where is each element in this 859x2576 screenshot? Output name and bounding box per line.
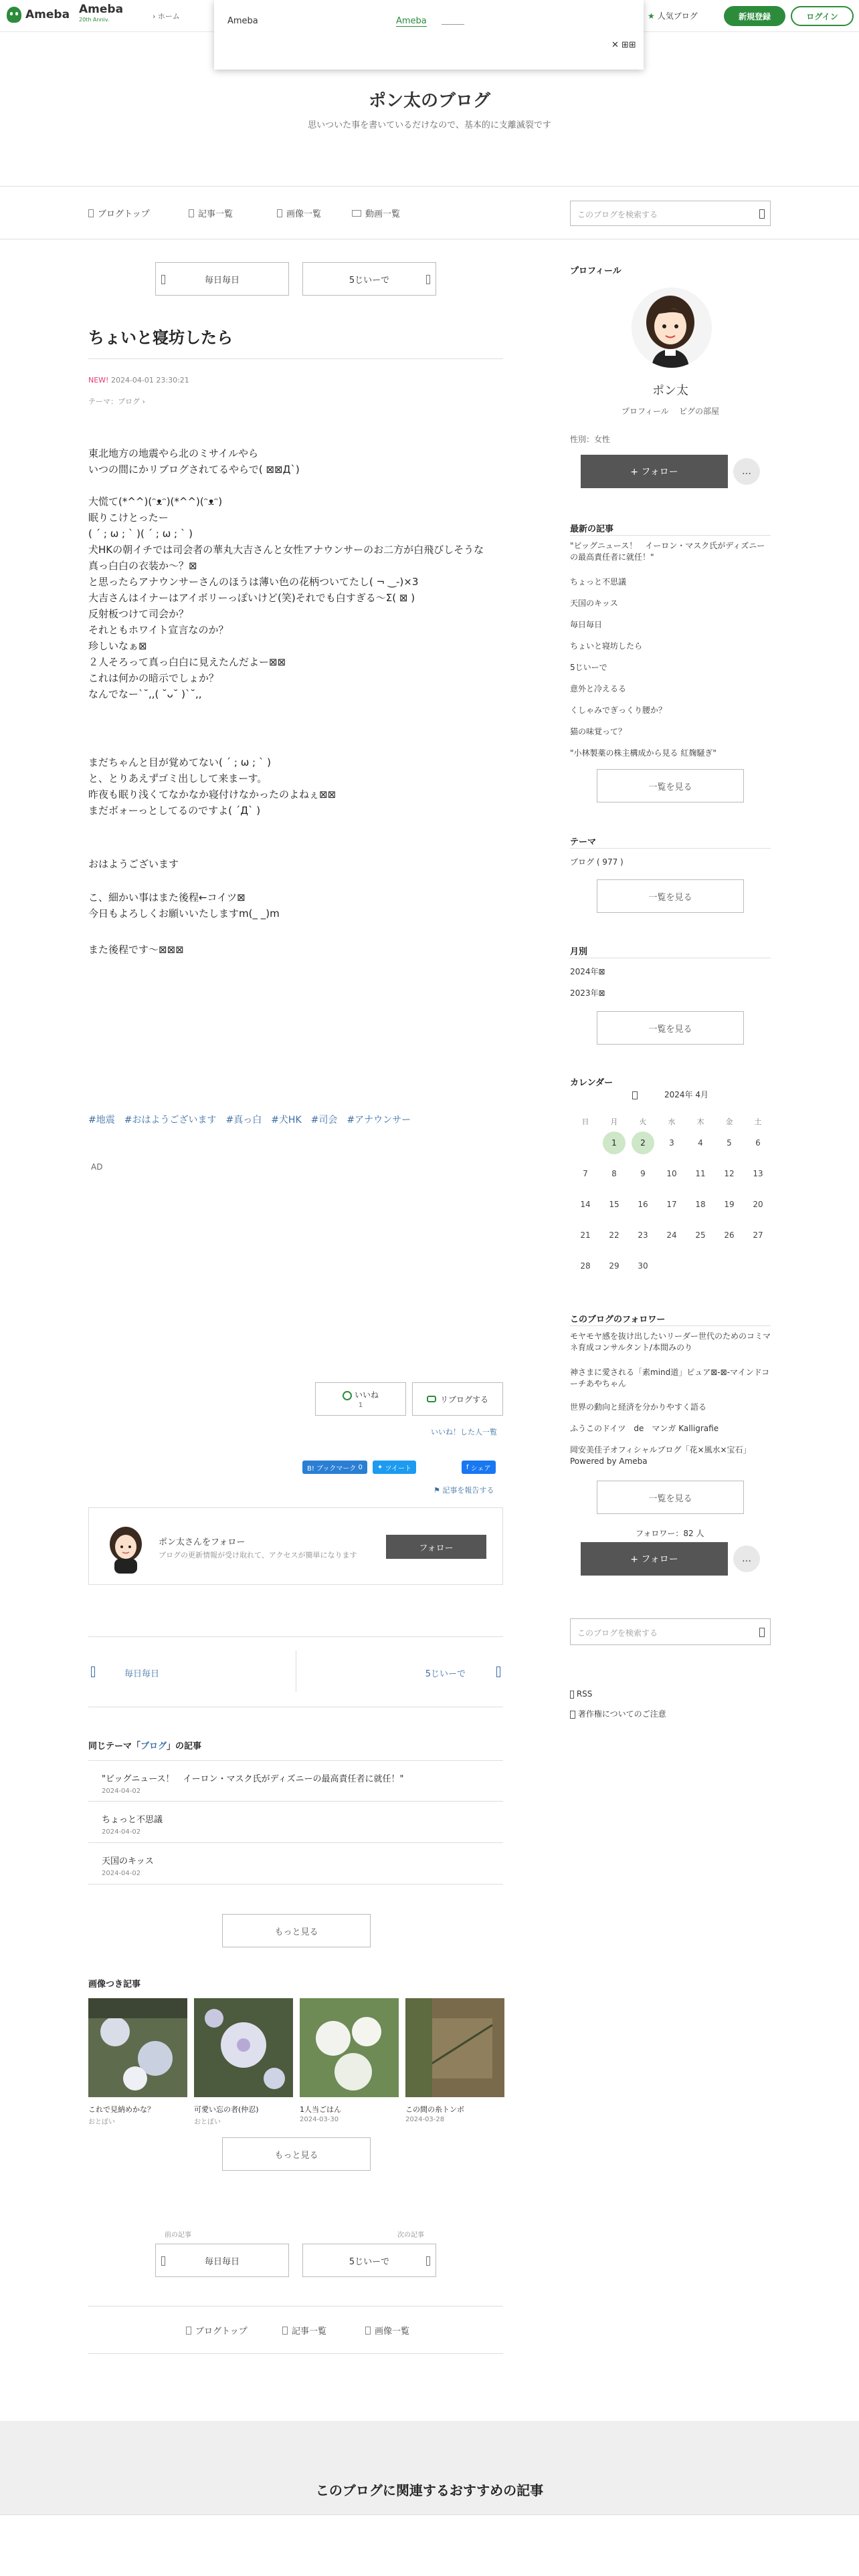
article-theme[interactable] [88, 396, 145, 407]
calendar-day: 20 [753, 1200, 763, 1209]
popup-underline [442, 24, 464, 25]
article-paragraph: こ、細かい事はまた後程←コイツ⊠ 今日もよろしくお願いいたしますm(_ _)m [88, 891, 280, 920]
list-icon [282, 2327, 288, 2335]
footer-nav-label: 画像一覧 [375, 2327, 410, 2337]
ameba-logo[interactable] [7, 7, 70, 23]
recommend-title: このブログに関連するおすすめの記事 [315, 2482, 544, 2498]
reblog-button[interactable] [412, 1382, 503, 1416]
reblog-icon [427, 1396, 436, 1402]
nav-label: ブログトップ [98, 209, 150, 219]
chevron-right-icon: › [142, 397, 145, 406]
article-paragraph: 東北地方の地震やら北のミサイルやら いつの間にかリブログされてるやらで( ⊠⊠Д`) [88, 447, 300, 475]
reblog-label: リブログする [440, 1394, 488, 1404]
nav-article-list[interactable] [189, 207, 233, 219]
recent-see-all-button[interactable]: 一覧を見る [597, 769, 744, 802]
pigg-room-link[interactable]: ピグの部屋 [679, 407, 720, 416]
image-article-author: 2024-03-28 [405, 2116, 445, 2123]
hashtag[interactable]: #犬HK [271, 1115, 302, 1125]
popup-brand: Ameba [227, 16, 258, 26]
calendar-weekday: 日 [581, 1117, 589, 1126]
calendar-day: 22 [609, 1230, 619, 1240]
calendar-day: 9 [640, 1169, 646, 1178]
breadcrumb-home[interactable]: ホーム [157, 12, 180, 21]
next-article-link[interactable]: 5じいーで [425, 1669, 466, 1679]
blog-search-input[interactable] [570, 201, 771, 226]
same-theme-more-button[interactable]: もっと見る [222, 1914, 371, 1947]
monthly-see-all-button[interactable]: 一覧を見る [597, 1011, 744, 1045]
login-button[interactable]: ログイン [791, 6, 854, 26]
prev-article-label: 毎日毎日 [204, 275, 240, 286]
popup-close-button[interactable]: ✕ ⊞⊞ [611, 40, 636, 50]
recent-article-link[interactable]: ちょっと不思議 [570, 577, 627, 586]
image-article-card[interactable] [300, 1998, 399, 2123]
image-article-title: 1人当ごはん [300, 2105, 341, 2114]
image-articles-more-button[interactable]: もっと見る [222, 2137, 371, 2171]
bird-icon: ✦ [377, 1463, 383, 1471]
next-article-caption: 次の記事 [397, 2232, 424, 2239]
sidebar-follow-button[interactable]: + フォロー [581, 455, 728, 488]
title-divider [88, 358, 503, 359]
popular-blog-link[interactable] [648, 10, 698, 21]
list-icon [189, 209, 194, 217]
image-article-title: この間の糸トンボ [405, 2105, 464, 2114]
ameba-20th-logo-sub: 20th Anniv. [79, 17, 110, 23]
follower-count: フォロワー：82 人 [636, 1529, 704, 1538]
theme-see-all-button[interactable]: 一覧を見る [597, 879, 744, 913]
recommend-band [0, 2514, 859, 2576]
article-pager [88, 1636, 503, 1707]
tweet-label: ツイート [385, 1465, 411, 1473]
chevron-left-icon[interactable] [632, 1091, 638, 1099]
ad-label: AD [91, 1162, 103, 1172]
same-theme-date: 2024-04-02 [102, 1870, 141, 1877]
recent-article-link[interactable]: 猫の味覚って？ [570, 727, 627, 736]
chevron-left-icon [161, 2256, 165, 2266]
report-label: 記事を報告する [442, 1486, 494, 1495]
more-options-button-2[interactable]: … [733, 1545, 760, 1572]
report-article-link[interactable] [434, 1485, 494, 1495]
recommend-section [0, 2421, 859, 2576]
image-article-author: 2024-03-30 [300, 2116, 339, 2123]
home-icon [186, 2327, 191, 2335]
footer-nav-image-list[interactable] [365, 2324, 409, 2337]
calendar-day: 23 [638, 1230, 648, 1240]
theme-tag[interactable]: ブログ [140, 1741, 167, 1751]
calendar-day: 25 [695, 1230, 706, 1240]
new-badge: NEW! [88, 376, 109, 385]
next-article-label: 5じいーで [349, 2256, 390, 2267]
article-paragraph: また後程です〜⊠⊠⊠ [88, 944, 184, 956]
search-placeholder: このブログを検索する [577, 1628, 658, 1638]
same-theme-item[interactable] [88, 1760, 503, 1802]
hashtag-list [88, 1113, 411, 1126]
calendar-day: 26 [724, 1230, 735, 1240]
recent-article-link[interactable]: "小林製薬の株主構成から見る 紅麹騒ぎ" [570, 748, 717, 758]
calendar-day: 12 [724, 1169, 735, 1178]
article-paragraph: 大慌て(*^^)(ᵔᴥᵔ)(*^^)(ᵔᴥᵔ) 眠りこけとったー ( ´ ; ω ; ` )( ´ ; ω ; ` ) 犬HKの朝イチでは司会者の華丸大吉さんと女性アナウンサーのお二方が白飛びしそうな 真っ白白の衣装か～？⊠ と思ったらアナウンサーさんのほうは薄い色の花柄ついてたし( ¬ ‿-)×3 大吉さんはイナーはアイボリーっぽいけど(笑)それでも白すぎる～Σ( ⊠ ) 反射板つけて司会か？ それともホワイト宣言なのか？ 珍しいなぁ⊠ ２人そろって真っ白白に見えたんだよー⊠⊠ これは何かの暗示でしょか？ なんでなー`˘,,( ˘ᴗ˘ )`˘,, [88, 496, 484, 700]
same-theme-item[interactable] [88, 1843, 503, 1885]
same-theme-heading [88, 1739, 201, 1751]
profile-name[interactable]: ポン太 [652, 384, 688, 398]
breadcrumb [153, 11, 180, 21]
calendar-day: 16 [638, 1200, 648, 1209]
calendar-weekday: 金 [725, 1117, 733, 1126]
next-article-button[interactable] [302, 262, 436, 296]
blog-title[interactable]: ポン太のブログ [368, 91, 490, 111]
calendar-day: 15 [609, 1200, 619, 1209]
month-link[interactable]: 2023年⊠ [570, 988, 605, 998]
calendar-day: 7 [583, 1169, 588, 1178]
calendar-weekday: 火 [639, 1117, 647, 1126]
image-article-title: 可愛い忘の者(仲忍) [194, 2105, 259, 2114]
same-theme-title: ちょっと不思議 [102, 1815, 163, 1825]
sidebar-search-input[interactable] [570, 1618, 771, 1645]
copyright-label: 著作権についてのご注意 [577, 1709, 666, 1719]
footer-nav-blog-top[interactable] [186, 2324, 248, 2337]
follower-link[interactable]: 世界の動向と経済を分かりやすく語る [570, 1402, 707, 1412]
calendar-day: 13 [753, 1169, 763, 1178]
image-article-card[interactable] [88, 1998, 187, 2126]
recent-article-link[interactable]: ちょいと寝坊したら [570, 641, 643, 651]
calendar-day: 18 [695, 1200, 706, 1209]
followers-heading: このブログのフォロワー [570, 1315, 666, 1325]
ameba-20th-logo-text: Ameba [79, 3, 124, 16]
image-articles-heading: 画像つき記事 [88, 1979, 141, 1990]
hashtag[interactable]: #司会 [310, 1115, 338, 1125]
blog-nav [0, 186, 859, 239]
calendar-day[interactable]: 1 [603, 1132, 626, 1154]
calendar-day: 3 [669, 1138, 674, 1148]
like-count: 1 [358, 1402, 363, 1409]
calendar-day: 8 [611, 1169, 617, 1178]
theme-heading: テーマ [570, 837, 597, 847]
hashtag[interactable]: #地震 [88, 1115, 115, 1125]
recent-article-link[interactable]: 毎日毎日 [570, 620, 603, 629]
sidebar-follow-button-2[interactable]: + フォロー [581, 1542, 728, 1576]
image-article-thumbnail [405, 1998, 504, 2097]
fb-label: シェア [470, 1465, 491, 1473]
calendar-day: 10 [666, 1169, 677, 1178]
star-icon: ★ [648, 11, 655, 21]
bookmark-label: B! ブックマーク [307, 1465, 357, 1473]
image-article-thumbnail [88, 1998, 187, 2097]
prev-article-link[interactable]: 毎日毎日 [124, 1669, 160, 1679]
popular-blog-label: 人気ブログ [657, 11, 698, 21]
tweet-button[interactable] [373, 1461, 416, 1474]
follower-link[interactable]: ふうこのドイツ de マンガ Kalligrafie [570, 1424, 719, 1433]
image-article-author: おとぼい [88, 2119, 115, 2126]
monthly-heading: 月別 [570, 947, 588, 957]
search-placeholder: このブログを検索する [577, 210, 658, 219]
image-article-card[interactable] [405, 1998, 504, 2123]
follower-link[interactable]: モヤモヤ感を抜け出したいリーダー世代のためのコミマネ育成コンサルタント/本間みのり [570, 1331, 771, 1352]
hashtag[interactable]: #アナウンサー [347, 1115, 411, 1125]
video-icon [352, 210, 361, 217]
check-icon [343, 1391, 352, 1400]
hashtag[interactable]: #真っ白 [225, 1115, 262, 1125]
calendar-day: 14 [580, 1200, 591, 1209]
section-divider [570, 535, 771, 536]
ameba-20th-logo[interactable] [79, 4, 123, 25]
recent-article-link[interactable]: 意外と冷えるる [570, 684, 627, 693]
calendar-day: 5 [727, 1138, 732, 1148]
calendar-title [570, 1089, 771, 1100]
nav-image-list[interactable] [277, 207, 321, 219]
ameba-mascot-icon [7, 7, 21, 23]
section-divider [570, 1325, 771, 1326]
recent-article-link[interactable]: "ビッグニュース！ イーロン・マスク氏がディズニーの最高責任者に就任！" [570, 541, 765, 562]
calendar-weekday: 水 [668, 1117, 676, 1126]
article-title[interactable]: ちょいと寝坊したら [88, 328, 233, 347]
month-link[interactable]: 2024年⊠ [570, 967, 605, 976]
article-meta [88, 376, 189, 385]
follow-card [88, 1507, 503, 1585]
footer-nav-article-list[interactable] [282, 2324, 326, 2337]
footer-blog-nav [88, 2306, 503, 2354]
prev-article-button[interactable] [155, 262, 289, 296]
like-users-link[interactable]: いいね！した人一覧 [431, 1428, 497, 1436]
profile-heading: プロフィール [570, 266, 622, 276]
footer-nav-label: ブログトップ [195, 2327, 248, 2337]
follow-card-title: ポン太さんをフォロー [159, 1537, 246, 1547]
chevron-left-icon [161, 275, 165, 284]
follower-link[interactable]: 岡安美佳子オフィシャルブログ「花×風水×宝石」Powered by Ameba [570, 1445, 751, 1466]
calendar-month: 2024年 4月 [664, 1090, 708, 1099]
home-icon [88, 209, 94, 217]
facebook-icon: f [466, 1463, 469, 1471]
calendar-day: 19 [724, 1200, 735, 1209]
blog-description: 思いついた事を書いているだけなので、基本的に支離滅裂です [308, 120, 551, 130]
same-theme-item[interactable] [88, 1802, 503, 1843]
recent-article-link[interactable]: くしゃみでぎっくり腰か？ [570, 706, 667, 715]
profile-links [570, 405, 771, 417]
footer-prev-article-button[interactable] [155, 2244, 289, 2277]
rss-label: RSS [576, 1689, 593, 1699]
image-article-thumbnail [194, 1998, 293, 2097]
copyright-notice-link[interactable] [570, 1708, 666, 1719]
facebook-share-button[interactable] [462, 1461, 496, 1474]
heading-prefix: 同じテーマ「 [88, 1741, 141, 1751]
nav-video-list[interactable] [352, 207, 400, 219]
image-icon [365, 2327, 371, 2335]
next-article-label: 5じいーで [349, 275, 390, 286]
calendar-day: 30 [638, 1261, 648, 1271]
calendar-day: 6 [755, 1138, 761, 1148]
calendar-heading: カレンダー [570, 1078, 613, 1088]
footer-next-article-button[interactable] [302, 2244, 436, 2277]
hashtag[interactable]: #おはようございます [124, 1115, 217, 1125]
search-icon[interactable] [759, 1628, 765, 1637]
profile-sex: 性別：女性 [570, 435, 611, 444]
recent-heading: 最新の記事 [570, 524, 614, 534]
popup-link[interactable]: Ameba [396, 16, 427, 26]
calendar-day: 21 [580, 1230, 591, 1240]
bookmark-count: 0 [358, 1463, 363, 1471]
chevron-right-icon [426, 2256, 430, 2266]
nav-label: 動画一覧 [365, 209, 401, 219]
calendar-day: 4 [698, 1138, 703, 1148]
article-theme-label: テーマ：ブログ [88, 397, 140, 406]
calendar-day[interactable]: 2 [632, 1132, 654, 1154]
breadcrumb-sep: › [153, 12, 156, 21]
article-paragraph: おはようございます [88, 858, 179, 870]
recent-article-link[interactable]: 5じいーで [570, 663, 607, 672]
recent-article-link[interactable]: 天国のキッス [570, 599, 618, 608]
nav-blog-top[interactable] [88, 207, 150, 219]
same-theme-title: "ビッグニュース！ イーロン・マスク氏がディズニーの最高責任者に就任！" [102, 1774, 404, 1784]
chevron-right-icon[interactable] [496, 1667, 500, 1677]
info-icon [570, 1711, 575, 1719]
calendar-day: 29 [609, 1261, 619, 1271]
search-icon[interactable] [759, 209, 765, 219]
rss-link[interactable] [570, 1689, 592, 1699]
prev-article-label: 毎日毎日 [204, 2256, 240, 2267]
calendar-day: 28 [580, 1261, 591, 1271]
register-button[interactable]: 新規登録 [724, 6, 785, 26]
footer-nav-label: 記事一覧 [292, 2327, 327, 2337]
flag-icon: ⚑ [434, 1486, 440, 1495]
nav-label: 記事一覧 [198, 209, 233, 219]
share-buttons [302, 1461, 496, 1474]
calendar-day: 27 [753, 1230, 763, 1240]
profile-link[interactable]: プロフィール [621, 407, 669, 416]
image-article-thumbnail [300, 1998, 399, 2097]
chevron-left-icon[interactable] [91, 1667, 95, 1677]
prev-article-caption: 前の記事 [165, 2232, 191, 2239]
theme-link[interactable]: ブログ ( 977 ) [570, 857, 624, 867]
image-icon [277, 209, 282, 217]
calendar-day: 24 [666, 1230, 677, 1240]
follower-link[interactable]: 神さまに愛される「素mind道」ピュア⊠-⊠-マインドコーチあやちゃん [570, 1368, 770, 1388]
calendar-weekday: 木 [696, 1117, 704, 1126]
avatar [632, 288, 712, 368]
calendar-weekday: 土 [754, 1117, 762, 1126]
same-theme-date: 2024-04-02 [102, 1788, 141, 1795]
chevron-right-icon [426, 275, 430, 284]
heading-suffix: 」の記事 [167, 1741, 202, 1751]
image-article-title: これで見納めかな？ [88, 2105, 155, 2114]
header-popup [214, 0, 644, 70]
like-button[interactable] [315, 1382, 406, 1416]
more-options-button[interactable]: … [733, 458, 760, 485]
followers-see-all-button[interactable]: 一覧を見る [597, 1481, 744, 1514]
ameba-logo-text: Ameba [25, 8, 70, 21]
calendar-day: 17 [666, 1200, 677, 1209]
same-theme-title: 天国のキッス [102, 1856, 154, 1866]
calendar-weekday: 月 [610, 1117, 618, 1126]
nav-label: 画像一覧 [286, 209, 322, 219]
profile-avatar[interactable] [632, 288, 712, 368]
avatar [102, 1521, 149, 1574]
same-theme-date: 2024-04-02 [102, 1828, 141, 1836]
article-datetime: 2024-04-01 23:30:21 [110, 376, 189, 385]
rss-icon [570, 1691, 574, 1699]
calendar-day: 11 [695, 1169, 706, 1178]
article-paragraph: まだちゃんと目が覚めてない( ´ ; ω ; ` ) と、とりあえずゴミ出しして来まーす。 昨夜も眠り浅くてなかなか寝付けなかったのよねぇ⊠⊠ まだボォーっとしてるのですよ( ´Д` ) [88, 756, 337, 817]
like-label: いいね [354, 1390, 379, 1400]
image-article-author: おとぼい [194, 2119, 221, 2126]
follow-button[interactable]: フォロー [386, 1535, 486, 1559]
image-article-card[interactable] [194, 1998, 293, 2126]
hatena-bookmark-button[interactable] [302, 1461, 367, 1474]
follow-card-subtitle: ブログの更新情報が受け取れて、アクセスが簡単になります [159, 1551, 357, 1560]
section-divider [570, 848, 771, 849]
